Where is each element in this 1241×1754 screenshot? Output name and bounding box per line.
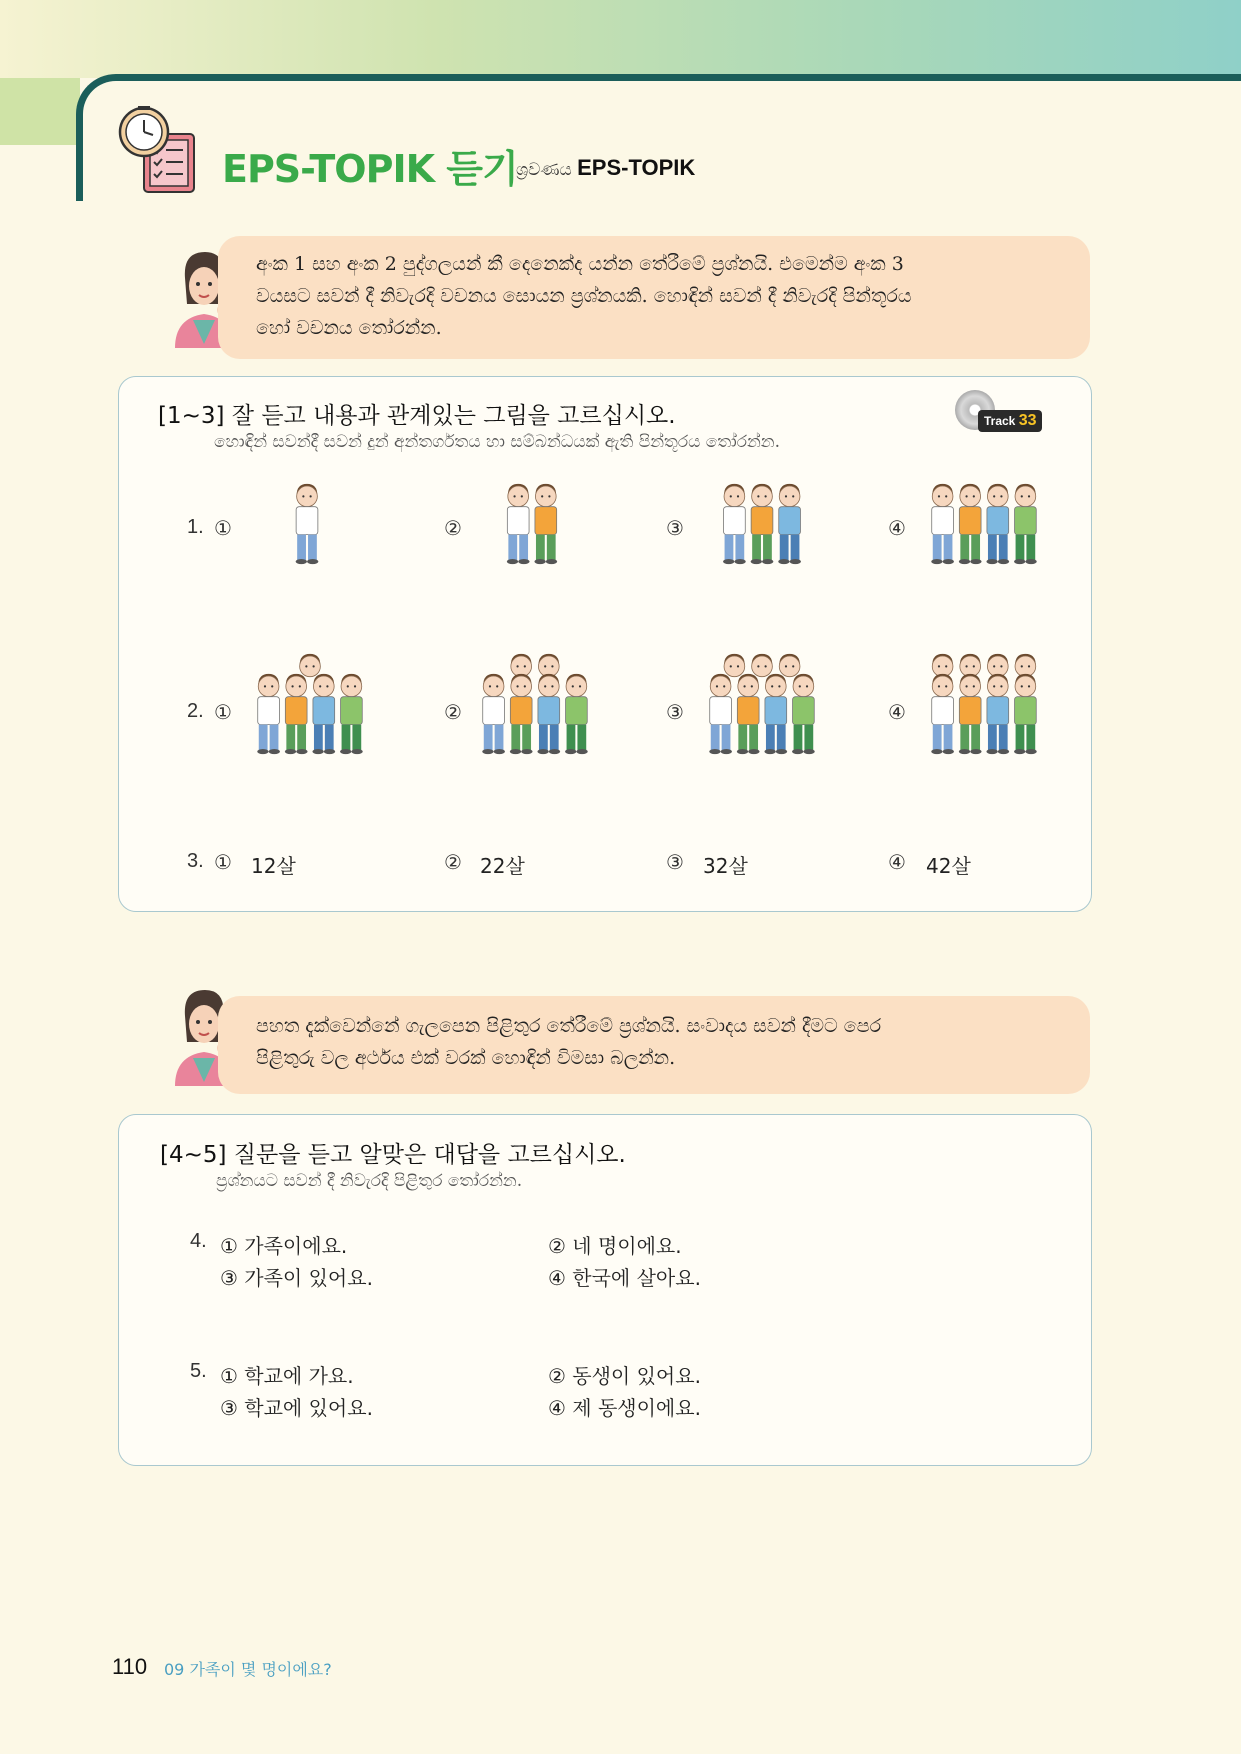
clock-checklist-icon bbox=[118, 104, 206, 196]
question-number: 3. bbox=[187, 850, 204, 872]
answer-option[interactable]: ① 학교에 가요. bbox=[220, 1364, 354, 1388]
choice-marker[interactable]: ③ bbox=[666, 850, 684, 874]
person-figure bbox=[482, 674, 505, 754]
person-figure bbox=[723, 484, 746, 564]
person-figure bbox=[300, 654, 321, 677]
section-subtitle: හොඳින් සවන්දී සවන් දුන් අන්තර්ගතය හා සම්බන්ධයක් ඇති පින්තූරය තෝරන්න. bbox=[214, 432, 781, 452]
person-figure bbox=[751, 484, 774, 564]
person-figure bbox=[959, 484, 982, 564]
answer-option[interactable]: 32살 bbox=[703, 854, 748, 878]
chapter-title: 09 가족이 몇 명이에요? bbox=[164, 1660, 332, 1679]
page-title: EPS-TOPIK 듣기 bbox=[222, 147, 518, 191]
person-figure bbox=[1014, 484, 1037, 564]
answer-option[interactable]: 42살 bbox=[926, 854, 971, 878]
answer-option[interactable]: ④ 제 동생이에요. bbox=[548, 1396, 701, 1420]
answer-option[interactable]: ③ 학교에 있어요. bbox=[220, 1396, 373, 1420]
person-figure bbox=[752, 654, 773, 677]
people-illustration bbox=[692, 478, 832, 588]
note-line: අංක 1 සහ අංක 2 පුද්ගලයන් කී දෙනෙක්ද යන්න තේරීමේ ප්‍රශ්නයි. එමෙන්ම අංක 3 bbox=[256, 253, 904, 275]
choice-marker[interactable]: ② bbox=[444, 516, 462, 540]
choice-marker[interactable]: ③ bbox=[666, 516, 684, 540]
page-subtitle bbox=[516, 155, 695, 181]
question-box-1-3 bbox=[118, 376, 1092, 912]
person-figure bbox=[987, 654, 1008, 677]
choice-marker[interactable]: ③ bbox=[666, 700, 684, 724]
track-number: 33 bbox=[1018, 412, 1037, 429]
cd-track-icon[interactable] bbox=[955, 390, 1045, 434]
question-number: 4. bbox=[190, 1230, 207, 1252]
answer-option[interactable]: ① 가족이에요. bbox=[220, 1234, 348, 1258]
answer-option[interactable]: 22살 bbox=[480, 854, 525, 878]
left-accent-strip bbox=[0, 78, 80, 145]
answer-option[interactable]: ② 네 명이에요. bbox=[548, 1234, 682, 1258]
people-illustration bbox=[914, 478, 1054, 588]
person-figure bbox=[534, 484, 557, 564]
person-figure bbox=[510, 674, 533, 754]
choice-marker[interactable]: ② bbox=[444, 850, 462, 874]
answer-option[interactable]: 12살 bbox=[251, 854, 296, 878]
person-figure bbox=[538, 654, 559, 677]
person-figure bbox=[931, 674, 954, 754]
choice-marker[interactable]: ④ bbox=[888, 700, 906, 724]
top-banner bbox=[0, 0, 1241, 78]
person-figure bbox=[986, 484, 1009, 564]
section-subtitle: ප්‍රශ්නයට සවන් දී නිවැරදි පිළිතුර තෝරන්න. bbox=[216, 1171, 523, 1191]
choice-marker[interactable]: ② bbox=[444, 700, 462, 724]
person-figure bbox=[507, 484, 530, 564]
people-illustration bbox=[245, 652, 375, 768]
person-figure bbox=[340, 674, 363, 754]
person-figure bbox=[565, 674, 588, 754]
people-illustration bbox=[914, 652, 1054, 768]
person-figure bbox=[764, 674, 787, 754]
choice-marker[interactable]: ① bbox=[214, 850, 232, 874]
instruction-bubble-1 bbox=[218, 236, 1090, 359]
person-figure bbox=[779, 654, 800, 677]
person-figure bbox=[737, 674, 760, 754]
subtitle-eps: EPS-TOPIK bbox=[577, 155, 696, 180]
person-figure bbox=[709, 674, 732, 754]
person-figure bbox=[724, 654, 745, 677]
instruction-bubble-2 bbox=[218, 996, 1090, 1094]
question-number: 2. bbox=[187, 700, 204, 722]
person-figure bbox=[792, 674, 815, 754]
question-number: 5. bbox=[190, 1360, 207, 1382]
person-figure bbox=[312, 674, 335, 754]
note-line: හෝ වචනය තෝරන්න. bbox=[256, 317, 442, 339]
person-figure bbox=[1014, 674, 1037, 754]
person-figure bbox=[285, 674, 308, 754]
people-illustration bbox=[245, 478, 369, 588]
section-title: [4~5] 질문을 듣고 알맞은 대답을 고르십시오. bbox=[160, 1142, 626, 1168]
subtitle-sinhala: ශ්‍රවණය bbox=[516, 160, 572, 180]
choice-marker[interactable]: ① bbox=[214, 700, 232, 724]
person-figure bbox=[960, 654, 981, 677]
choice-marker[interactable]: ④ bbox=[888, 516, 906, 540]
person-figure bbox=[511, 654, 532, 677]
choice-marker[interactable]: ④ bbox=[888, 850, 906, 874]
person-figure bbox=[986, 674, 1009, 754]
note-line: පහත දැක්වෙන්නේ ගැලපෙන පිළිතුර තේරීමේ ප්‍රශ්නයි. සංවාදය සවන් දීමට පෙර bbox=[256, 1015, 882, 1037]
track-label: Track bbox=[984, 414, 1016, 428]
person-figure bbox=[932, 654, 953, 677]
person-figure bbox=[931, 484, 954, 564]
note-line: වයසට සවන් දී නිවැරදි වචනය සොයන ප්‍රශ්නයකි. හොඳින් සවන් දී නිවැරදි පින්තූරය bbox=[256, 285, 912, 307]
answer-option[interactable]: ④ 한국에 살아요. bbox=[548, 1266, 701, 1290]
people-illustration bbox=[470, 478, 594, 588]
person-figure bbox=[257, 674, 280, 754]
person-figure bbox=[778, 484, 801, 564]
person-figure bbox=[537, 674, 560, 754]
answer-option[interactable]: ③ 가족이 있어요. bbox=[220, 1266, 373, 1290]
question-number: 1. bbox=[187, 516, 204, 538]
person-figure bbox=[296, 484, 319, 564]
people-illustration bbox=[470, 652, 600, 768]
note-line: පිළිතුරු වල අර්ථය එක් වරක් හොඳින් විමසා බලන්න. bbox=[256, 1047, 676, 1069]
choice-marker[interactable]: ① bbox=[214, 516, 232, 540]
person-figure bbox=[1015, 654, 1036, 677]
track-badge bbox=[978, 410, 1042, 432]
page-number: 110 bbox=[112, 1654, 148, 1679]
person-figure bbox=[959, 674, 982, 754]
people-illustration bbox=[692, 652, 832, 768]
section-title: [1~3] 잘 듣고 내용과 관계있는 그림을 고르십시오. bbox=[158, 403, 676, 429]
answer-option[interactable]: ② 동생이 있어요. bbox=[548, 1364, 701, 1388]
